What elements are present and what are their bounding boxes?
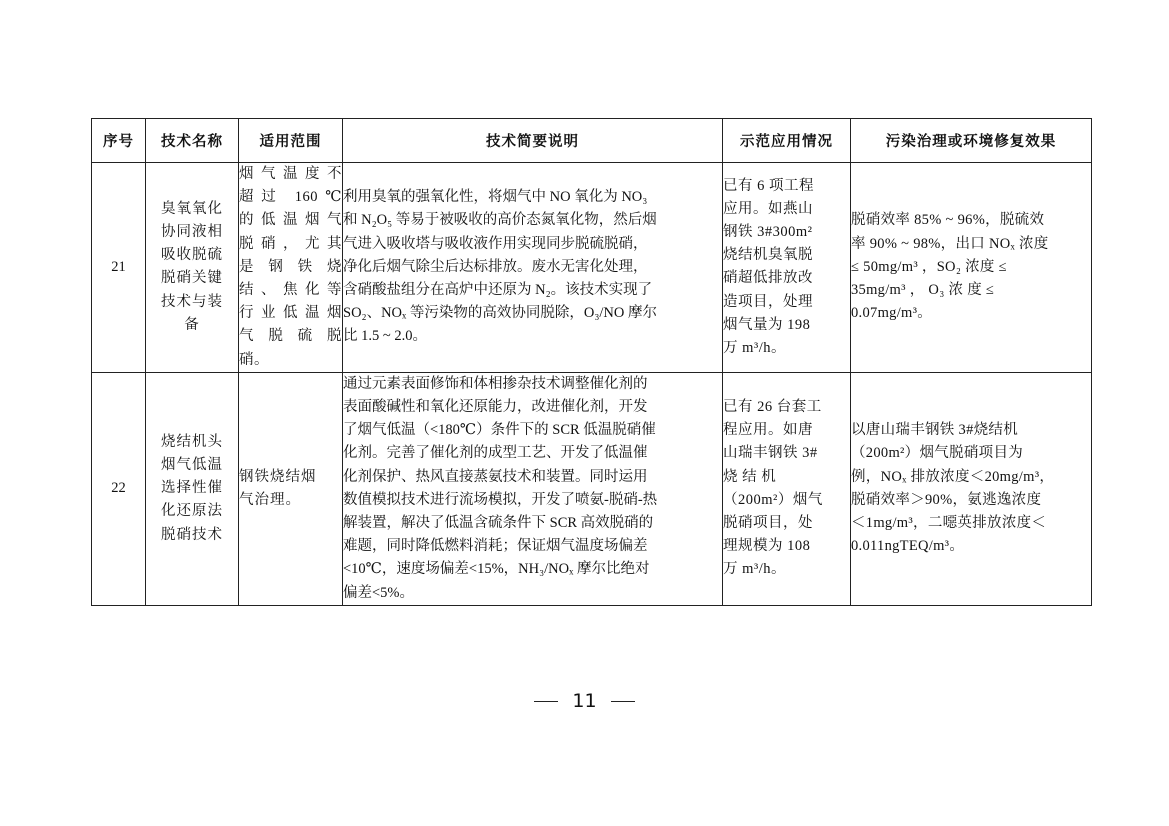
demo-application: 已有 6 项工程 应用。如燕山 钢铁 3#300m² 烧结机臭氧脱 硝超低排放改 造项目，处理 烟气量为 198 万 m³/h。 [723,163,851,373]
tech-name: 臭氧氧化 协同液相 吸收脱硫 脱硝关键 技术与装 备 [146,163,239,373]
effect: 以唐山瑞丰钢铁 3#烧结机 （200m²）烟气脱硝项目为 例，NOₓ 排放浓度＜20mg/m³， 脱硝效率＞90%，氨逃逸浓度 ＜1mg/m³，二噁英排放浓度＜ 0.011ngTEQ/m³。 [851,372,1092,605]
technology-table [91,118,1092,606]
description: 通过元素表面修饰和体相掺杂技术调整催化剂的 表面酸碱性和氧化还原能力，改进催化剂，开发 了烟气低温（<180℃）条件下的 SCR 低温脱硝催 化剂。完善了催化剂的成型工艺、开发了低温催 化剂保护、热风直接蒸氨技术和装置。同时运用 数值模拟技术进行流场模拟，开发了喷氨-脱硝-热 解装置，解决了低温含硫条件下 SCR 高效脱硝的 难题，同时降低燃料消耗；保证烟气温度场偏差 <10℃，速度场偏差<15%，NH₃/NOₓ 摩尔比绝对 偏差<5%。 [343,372,723,605]
header-description: 技术简要说明 [343,119,723,163]
scope: 钢铁烧结烟 气治理。 [239,372,343,605]
header-tech-name: 技术名称 [146,119,239,163]
scope: 烟气温度不 超过 160℃ 的低温烟气 脱硝，尤其 是钢铁烧 结、焦化等 行业低温烟 气脱硫脱 硝。 [239,163,343,373]
table-row [92,163,1092,373]
header-number: 序号 [92,119,146,163]
row-number: 21 [92,163,146,373]
dash-left [534,701,558,703]
table-row [92,372,1092,605]
header-demo: 示范应用情况 [723,119,851,163]
header-scope: 适用范围 [239,119,343,163]
effect: 脱硝效率 85% ~ 96%，脱硫效 率 90% ~ 98%，出口 NOₓ 浓度 ≤ 50mg/m³ ，SO₂ 浓度 ≤ 35mg/m³ ， O₃ 浓 度 ≤ 0.07mg/m³。 [851,163,1092,373]
demo-application: 已有 26 台套工 程应用。如唐 山瑞丰钢铁 3# 烧 结 机 （200m²）烟气 脱硝项目，处 理规模为 108 万 m³/h。 [723,372,851,605]
table-header-row [92,119,1092,163]
page-number: 11 [572,690,597,712]
tech-name: 烧结机头 烟气低温 选择性催 化还原法 脱硝技术 [146,372,239,605]
header-effect: 污染治理或环境修复效果 [851,119,1092,163]
dash-right [611,701,635,703]
description: 利用臭氧的强氧化性，将烟气中 NO 氧化为 NO₃ 和 N₂O₅ 等易于被吸收的高价态氮氧化物，然后烟 气进入吸收塔与吸收液作用实现同步脱硫脱硝， 净化后烟气除尘后达标排放。废水无害化处理， 含硝酸盐组分在高炉中还原为 N₂。该技术实现了 SO₂、NOₓ 等污染物的高效协同脱除，O₃/NO 摩尔 比 1.5 ~ 2.0。 [343,163,723,373]
page-footer [0,690,1169,712]
row-number: 22 [92,372,146,605]
